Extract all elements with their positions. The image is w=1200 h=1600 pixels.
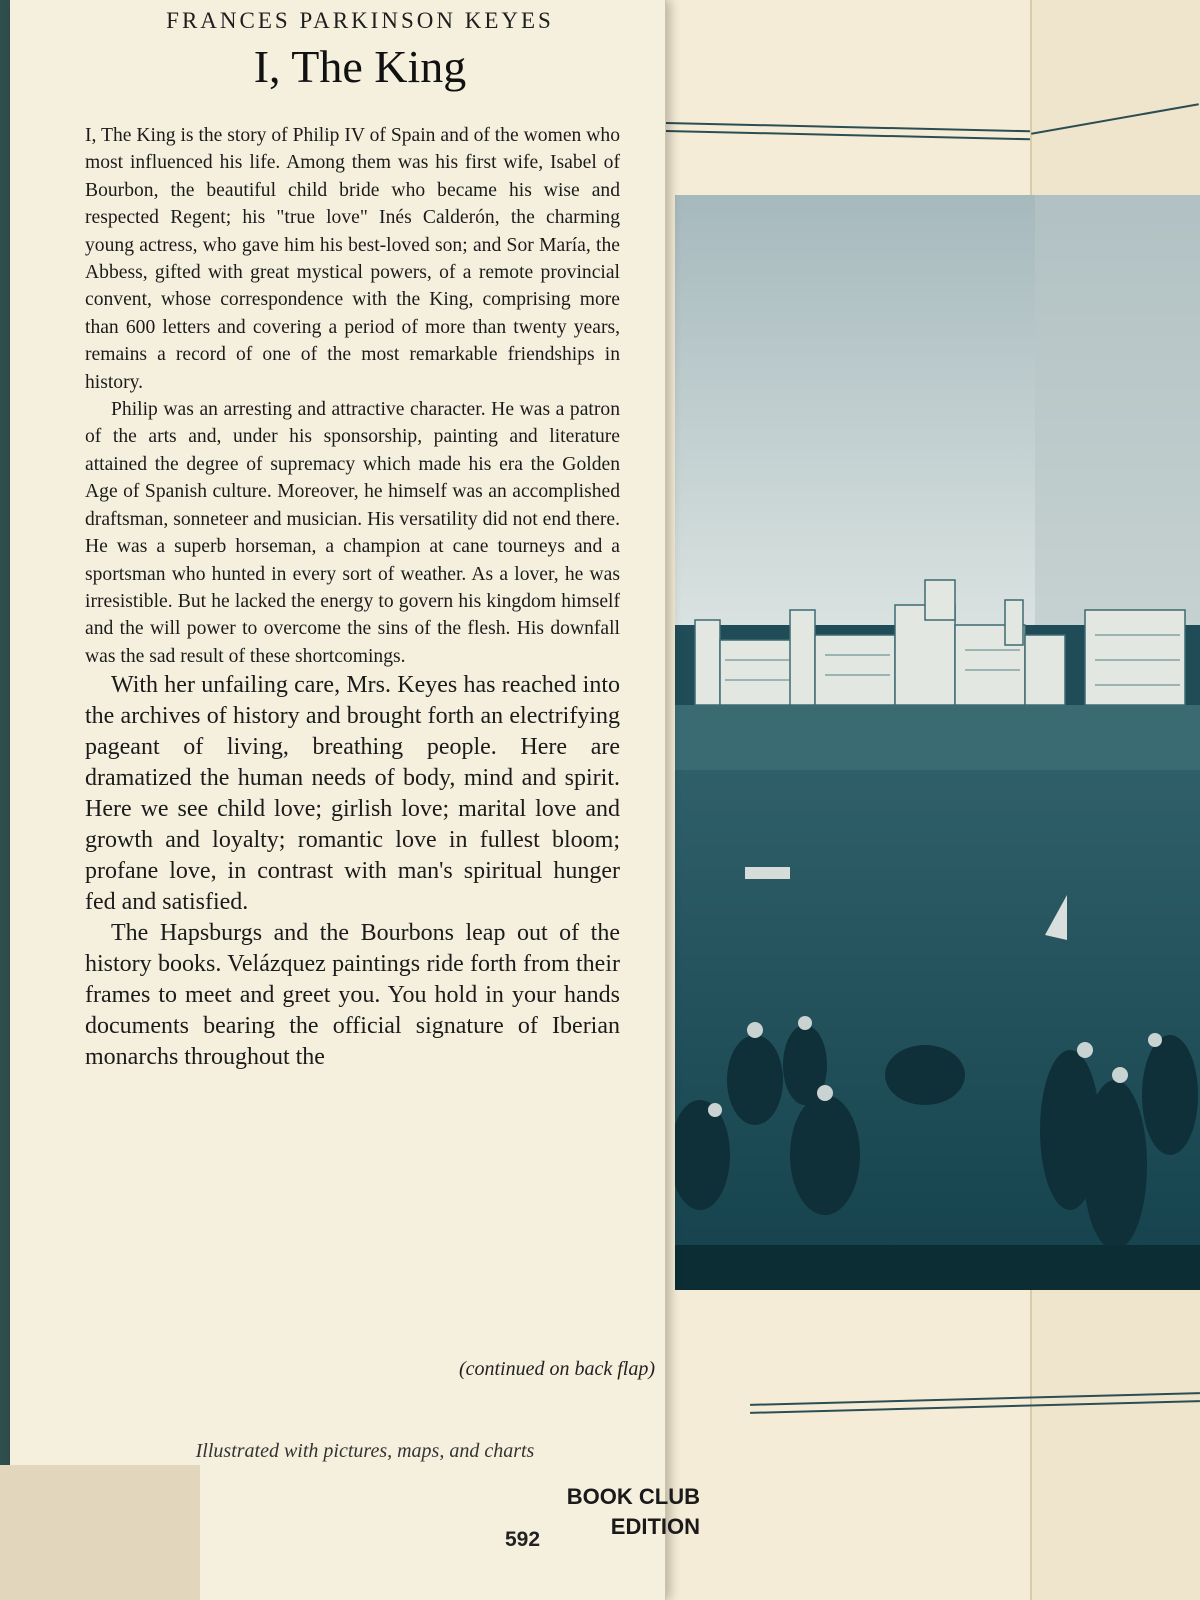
author-name: FRANCES PARKINSON KEYES [166, 8, 554, 33]
edition-line-2: EDITION [610, 1514, 700, 1539]
illustrated-note: Illustrated with pictures, maps, and charts [195, 1440, 535, 1462]
city-river-painting [675, 195, 1200, 1290]
blurb-paragraph-2: Philip was an arresting and attractive character. He was a patron of the arts and, under his sponsorship, painting and literature attained the degree of supremacy which made his era the Golden Age of Spanish culture. Moreover, he himself was an accomplished draftsman, sonneteer and musician. His versatility did not end there. He was a superb horseman, a champion at cane tourneys and a sportsman who hunted in every sort of weather. As a lover, he was irresistible. But he lacked the energy to govern his kingdom himself and the will power to overcome the sins of the flesh. His downfall was the sad result of these shortcomings. [85, 399, 620, 667]
continued-note: (continued on back flap) [458, 1358, 655, 1380]
edition-code: 592 [505, 1528, 541, 1551]
book-club-edition-label [550, 1482, 700, 1542]
torn-corner [0, 1465, 200, 1600]
cover-illustration [675, 195, 1200, 1290]
flap-blurb [85, 122, 620, 1073]
edition-line-1: BOOK CLUB [566, 1484, 700, 1509]
blurb-paragraph-3: With her unfailing care, Mrs. Keyes has reached into the archives of history and brought forth an electrifying pageant of living, breathing people. Here are dramatized the human needs of body, mind and spirit. Here we see child love; girlish love; marital love and growth and loyalty; romantic love in fullest bloom; profane love, in contrast with man's spiritual hunger fed and satisfied. [85, 672, 620, 916]
book-title: I, The King [253, 41, 467, 92]
blurb-paragraph-4: The Hapsburgs and the Bourbons leap out of the history books. Velázquez paintings ride forth from their frames to meet and greet you. You hold in your hands documents bearing the official signature of Iberian monarchs throughout the [85, 920, 620, 1071]
front-flap [10, 0, 700, 1600]
blurb-paragraph-1: I, The King is the story of Philip IV of Spain and of the women who most influenced his life. Among them was his first wife, Isabel of Bourbon, the beautiful child bride who became his wise and respected Regent; his "true love" Inés Calderón, the charming young actress, who gave him his best-loved son; and Sor María, the Abbess, gifted with great mystical powers, of a remote provincial convent, whose correspondence with the King, comprising more than 600 letters and covering a period of more than twenty years, remains a record of one of the most remarkable friendships in history. [85, 125, 620, 393]
